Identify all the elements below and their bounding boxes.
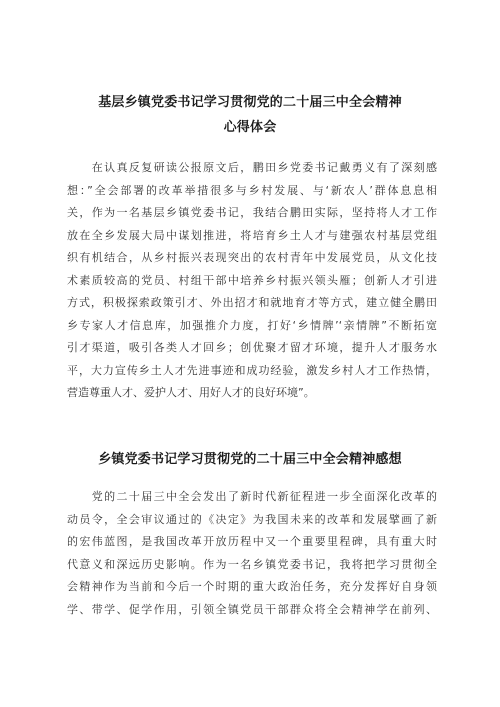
article1-body-line: 方式，积极探索政策引才、外出招才和就地育才等方式，建立健全鹏田 bbox=[67, 296, 437, 309]
article1-body bbox=[67, 157, 437, 405]
article1-body-line: 关，作为一名基层乡镇党委书记，我结合鹏田实际，坚持将人才工作 bbox=[67, 206, 437, 219]
article2-body bbox=[67, 486, 437, 621]
article1-body-line: 营造尊重人才、爱护人才、用好人才的良好环境”。 bbox=[67, 386, 315, 399]
article1-body-line: 织有机结合，从乡村振兴表现突出的农村青年中发展党员，从文化技 bbox=[67, 251, 437, 264]
article1-body-line: 放在全乡发展大局中谋划推进，将培育乡土人才与建强农村基层党组 bbox=[67, 228, 437, 242]
article1-body-line: 在认真反复研读公报原文后，鹏田乡党委书记戴勇义有了深刻感 bbox=[67, 161, 437, 174]
article2-body-line: 的宏伟蓝图，是我国改革开放历程中又一个重要里程碑，具有重大时 bbox=[67, 535, 437, 548]
article1-body-line: 想：”全会部署的改革举措很多与乡村发展、与‘新农人’群体息息相 bbox=[67, 183, 437, 197]
article1-body-line: 乡专家人才信息库，加强推介力度，打好‘乡情牌’‘亲情牌”不断拓宽 bbox=[67, 318, 437, 332]
article2-body-line: 会精神作为当前和今后一个时期的重大政治任务，充分发挥好自身领 bbox=[67, 580, 437, 593]
article1-body-line: 平，大力宣传乡土人才先进事迹和成功经验，激发乡村人才工作热情， bbox=[67, 363, 437, 377]
article1-title-line2: 心得体会 bbox=[223, 120, 277, 135]
article2-title: 乡镇党委书记学习贯彻党的二十届三中全会精神感想 bbox=[98, 452, 402, 467]
article1-title-line1: 基层乡镇党委书记学习贯彻党的二十届三中全会精神 bbox=[98, 95, 402, 110]
article1-body-line: 引才渠道，吸引各类人才回乡；创优聚才留才环境，提升人才服务水 bbox=[67, 341, 437, 354]
article2-body-line: 学、带学、促学作用，引领全镇党员干部群众将全会精神学在前列、 bbox=[67, 602, 437, 616]
article2-body-line: 党的二十届三中全会发出了新时代新征程进一步全面深化改革的 bbox=[67, 490, 437, 503]
article2-body-line: 代意义和深远历史影响。作为一名乡镇党委书记，我将把学习贯彻全 bbox=[67, 557, 437, 571]
article2-body-line: 动员令，全会审议通过的《决定》为我国未来的改革和发展擘画了新 bbox=[67, 512, 437, 526]
article1-body-line: 术素质较高的党员、村组干部中培养乡村振兴领头雁；创新人才引进 bbox=[67, 273, 437, 287]
